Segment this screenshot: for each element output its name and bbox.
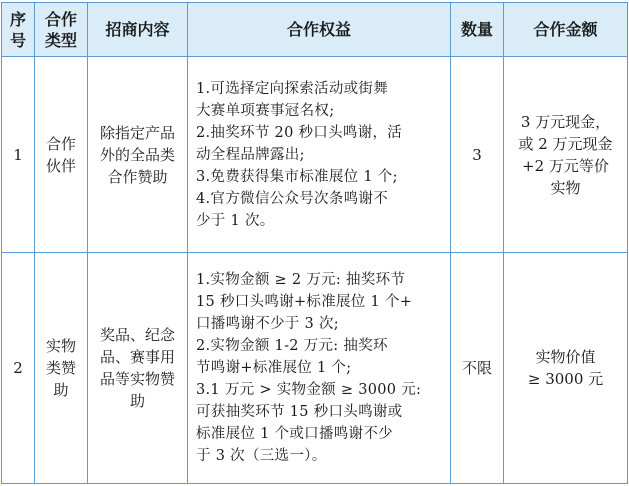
row-amount: 3 万元现金， 或 2 万元现金 +2 万元等价 实物 [504, 57, 628, 253]
header-content: 招商内容 [88, 3, 188, 57]
row-amount: 实物价值 ≥ 3000 元 [504, 253, 628, 484]
header-rights: 合作权益 [188, 3, 451, 57]
header-amount: 合作金额 [504, 3, 628, 57]
row-type: 合作 伙伴 [35, 57, 88, 253]
header-type: 合作 类型 [35, 3, 88, 57]
header-row [2, 3, 628, 57]
row-rights: 1.实物金额 ≥ 2 万元: 抽奖环节 15 秒口头鸣谢+标准展位 1 个+ 口播鸣谢不少于 3 次; 2.实物金额 1-2 万元: 抽奖环 节鸣谢+标准展位 1 个; 3.1 万元 > 实物金额 ≥ 3000 元: 可获抽奖环节 15 秒口头鸣谢或 标准展位 1 个或口播鸣谢不少 于 3 次（三选一）。 [188, 253, 451, 484]
table-row [2, 57, 628, 253]
row-seq: 2 [2, 253, 35, 484]
row-content: 除指定产品 外的全品类 合作赞助 [88, 57, 188, 253]
table-row [2, 253, 628, 484]
header-qty: 数量 [451, 3, 504, 57]
row-qty: 不限 [451, 253, 504, 484]
row-seq: 1 [2, 57, 35, 253]
sponsorship-table [1, 2, 628, 484]
row-qty: 3 [451, 57, 504, 253]
row-content: 奖品、纪念 品、赛事用 品等实物赞 助 [88, 253, 188, 484]
header-seq: 序 号 [2, 3, 35, 57]
row-rights: 1.可选择定向探索活动或街舞 大赛单项赛事冠名权; 2.抽奖环节 20 秒口头鸣谢，活 动全程品牌露出; 3.免费获得集市标准展位 1 个; 4.官方微信公众号次条鸣谢不 少于 1 次。 [188, 57, 451, 253]
row-type: 实物 类赞 助 [35, 253, 88, 484]
